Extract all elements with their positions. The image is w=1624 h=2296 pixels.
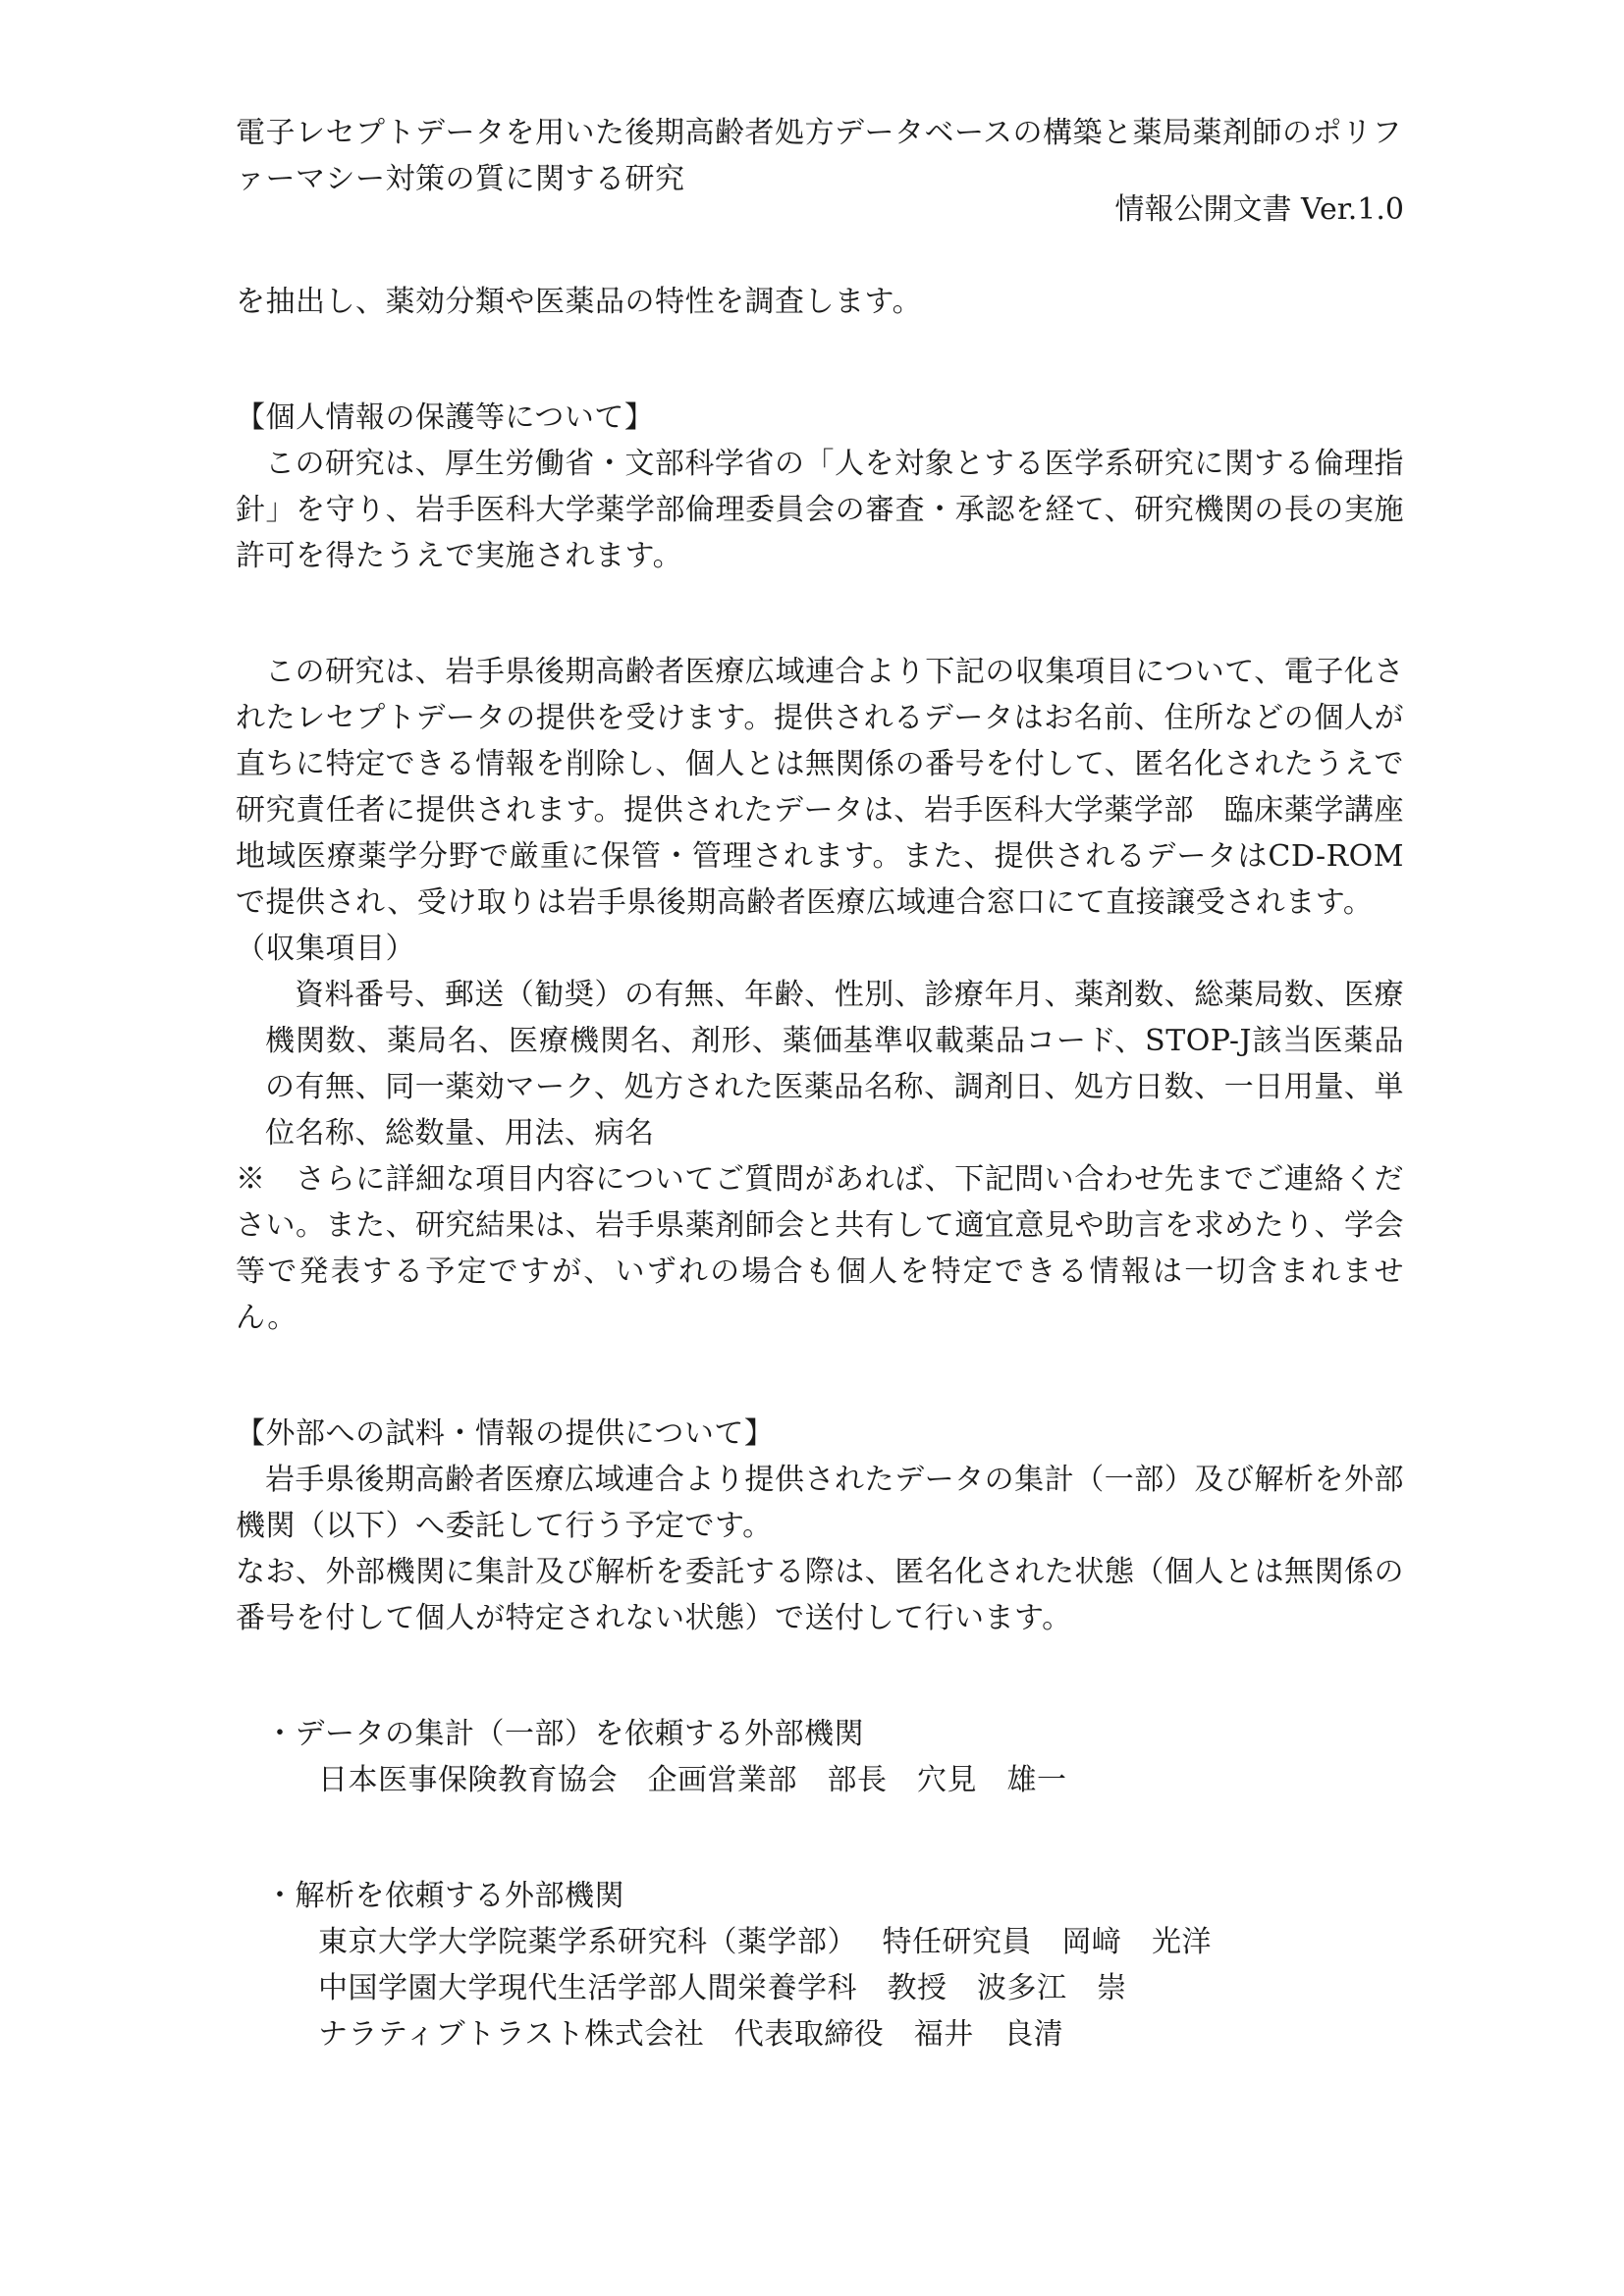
- collection-items: [236, 972, 1404, 1156]
- external-paragraph-2: なお、外部機関に集計及び解析を委託する際は、匿名化された状態（個人とは無関係の番号を付して個人が特定されない状態）で送付して行います。: [236, 1555, 1404, 1635]
- privacy-heading: 【個人情報の保護等について】: [236, 400, 655, 435]
- document-title: 電子レセプトデータを用いた後期高齢者処方データベースの構築と薬局薬剤師のポリファーマシー対策の質に関する研究: [236, 116, 1402, 196]
- analysis-section: [236, 1873, 1404, 2057]
- privacy-note: ※ さらに詳細な項目内容についてご質問があれば、下記問い合わせ先までご連絡ください。また、研究結果は、岩手県薬剤師会と共有して適宜意見や助言を求めたり、学会等で発表する予定ですが、いずれの場合も個人を特定できる情報は一切含まれません。: [236, 1162, 1404, 1335]
- aggregation-label: ・データの集計（一部）を依頼する外部機関: [265, 1717, 864, 1751]
- aggregation-org: 日本医事保険教育協会 企画営業部 部長 穴見 雄一: [318, 1763, 1067, 1797]
- analysis-org: 東京大学大学院薬学系研究科（薬学部） 特任研究員 岡﨑 光洋: [318, 1925, 1213, 1959]
- analysis-label: ・解析を依頼する外部機関: [265, 1879, 624, 1913]
- external-paragraph-1: 岩手県後期高齢者医療広域連合より提供されたデータの集計（一部）及び解析を外部機関（以下）へ委託して行う予定です。: [236, 1463, 1404, 1543]
- collection-items-heading: （収集項目）: [236, 932, 415, 966]
- collection-items-text: 資料番号、郵送（勧奨）の有無、年齢、性別、診療年月、薬剤数、総薬局数、医療機関数、薬局名、医療機関名、剤形、薬価基準収載薬品コード、STOP-J該当医薬品の有無、同一薬効マーク、処方された医薬品名称、調剤日、処方日数、一日用量、単位名称、総数量、用法、病名: [265, 978, 1404, 1150]
- privacy-paragraph-2: この研究は、岩手県後期高齢者医療広域連合より下記の収集項目について、電子化されたレセプトデータの提供を受けます。提供されるデータはお名前、住所などの個人が直ちに特定できる情報を削除し、個人とは無関係の番号を付して、匿名化されたうえで研究責任者に提供されます。提供されたデータは、岩手医科大学薬学部 臨床薬学講座地域医療薬学分野で厳重に保管・管理されます。また、提供されるデータはCD-ROMで提供され、受け取りは岩手県後期高齢者医療広域連合窓口にて直接譲受されます。: [236, 655, 1404, 920]
- document-body: [236, 279, 1404, 2057]
- external-heading: 【外部への試料・情報の提供について】: [236, 1416, 775, 1451]
- document-version: 情報公開文書 Ver.1.0: [1114, 192, 1404, 227]
- analysis-org: ナラティブトラスト株式会社 代表取締役 福井 良清: [318, 2017, 1064, 2052]
- intro-text: を抽出し、薬効分類や医薬品の特性を調査します。: [236, 285, 923, 319]
- analysis-org: 中国学園大学現代生活学部人間栄養学科 教授 波多江 崇: [318, 1971, 1127, 2005]
- aggregation-section: [236, 1711, 1404, 1803]
- privacy-paragraph-1: この研究は、厚生労働省・文部科学省の「人を対象とする医学系研究に関する倫理指針」を守り、岩手医科大学薬学部倫理委員会の審査・承認を経て、研究機関の長の実施許可を得たうえで実施されます。: [236, 447, 1404, 573]
